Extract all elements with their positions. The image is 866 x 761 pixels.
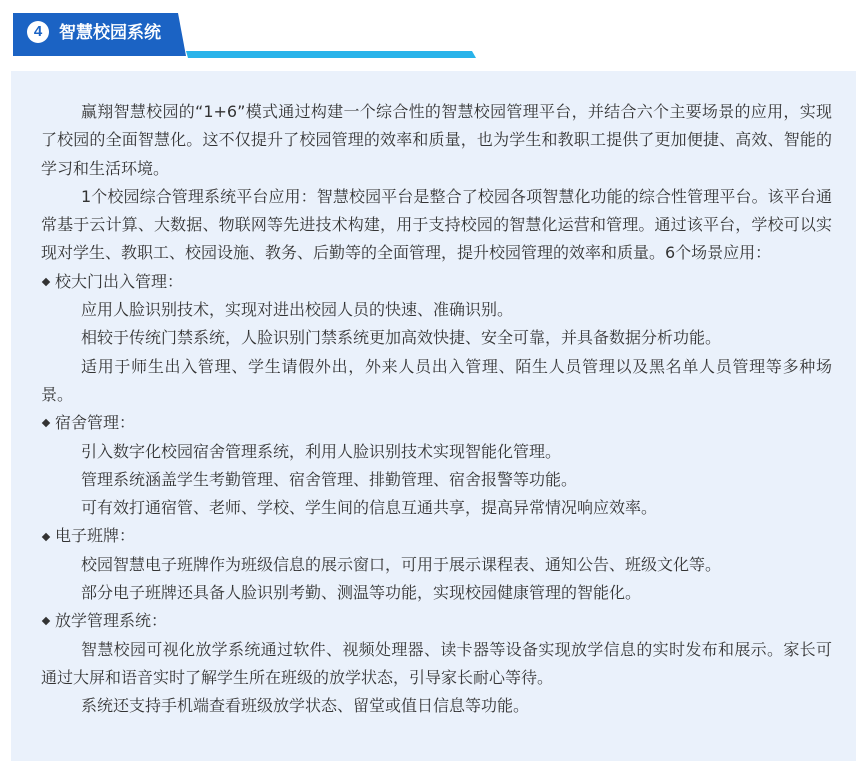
section-heading-dismissal [41,607,832,635]
section-line: 引入数字化校园宿舍管理系统，利用人脸识别技术实现智能化管理。 [81,441,562,461]
heading-text: 校大门出入管理： [55,271,184,291]
diamond-bullet-icon [42,532,50,540]
section-number-badge: 4 [27,21,49,43]
section-line: 应用人脸识别技术，实现对进出校园人员的快速、准确识别。 [81,300,514,320]
section-title: 智慧校园系统 [59,23,161,43]
diamond-bullet-icon [42,278,50,286]
heading-text: 电子班牌： [55,526,136,546]
section-line: 适用于师生出入管理、学生请假外出，外来人员出入管理、陌生人员管理以及黑名单人员管理等多种场景。 [41,356,832,404]
intro-paragraph: 赢翔智慧校园的“1+6”模式通过构建一个综合性的智慧校园管理平台，并结合六个主要场景的应用，实现了校园的全面智慧化。这不仅提升了校园管理的效率和质量，也为学生和教职工提供了更加便捷、高效、智能的学习和生活环境。 [41,102,832,178]
diamond-bullet-icon [42,419,50,427]
section-line: 管理系统涵盖学生考勤管理、宿舍管理、排勤管理、宿舍报警等功能。 [81,469,578,489]
section-heading-class-board [41,522,832,550]
section-line: 校园智慧电子班牌作为班级信息的展示窗口，可用于展示课程表、通知公告、班级文化等。 [81,554,722,574]
header-underline [186,51,476,58]
section-line: 可有效打通宿管、老师、学校、学生间的信息互通共享，提高异常情况响应效率。 [81,498,658,518]
section-line: 部分电子班牌还具备人脸识别考勤、测温等功能，实现校园健康管理的智能化。 [81,583,642,603]
platform-paragraph: 1个校园综合管理系统平台应用：智慧校园平台是整合了校园各项智慧化功能的综合性管理平台。该平台通常基于云计算、大数据、物联网等先进技术构建，用于支持校园的智慧化运营和管理。通过该平台，学校可以实现对学生、教职工、校园设施、教务、后勤等的全面管理，提升校园管理的效率和质量。6个场景应用： [41,186,832,263]
section-line: 相较于传统门禁系统，人脸识别门禁系统更加高效快捷、安全可靠，并具备数据分析功能。 [81,328,722,348]
diamond-bullet-icon [42,617,50,625]
heading-text: 放学管理系统： [55,611,168,631]
section-line: 系统还支持手机端查看班级放学状态、留堂或值日信息等功能。 [81,696,530,716]
section-heading-dorm [41,409,832,437]
heading-text: 宿舍管理： [55,413,136,433]
section-line: 智慧校园可视化放学系统通过软件、视频处理器、读卡器等设备实现放学信息的实时发布和展示。家长可通过大屏和语音实时了解学生所在班级的放学状态，引导家长耐心等待。 [41,639,832,687]
section-heading-gate [41,268,832,296]
content-body [41,98,832,721]
section-header [0,0,866,62]
